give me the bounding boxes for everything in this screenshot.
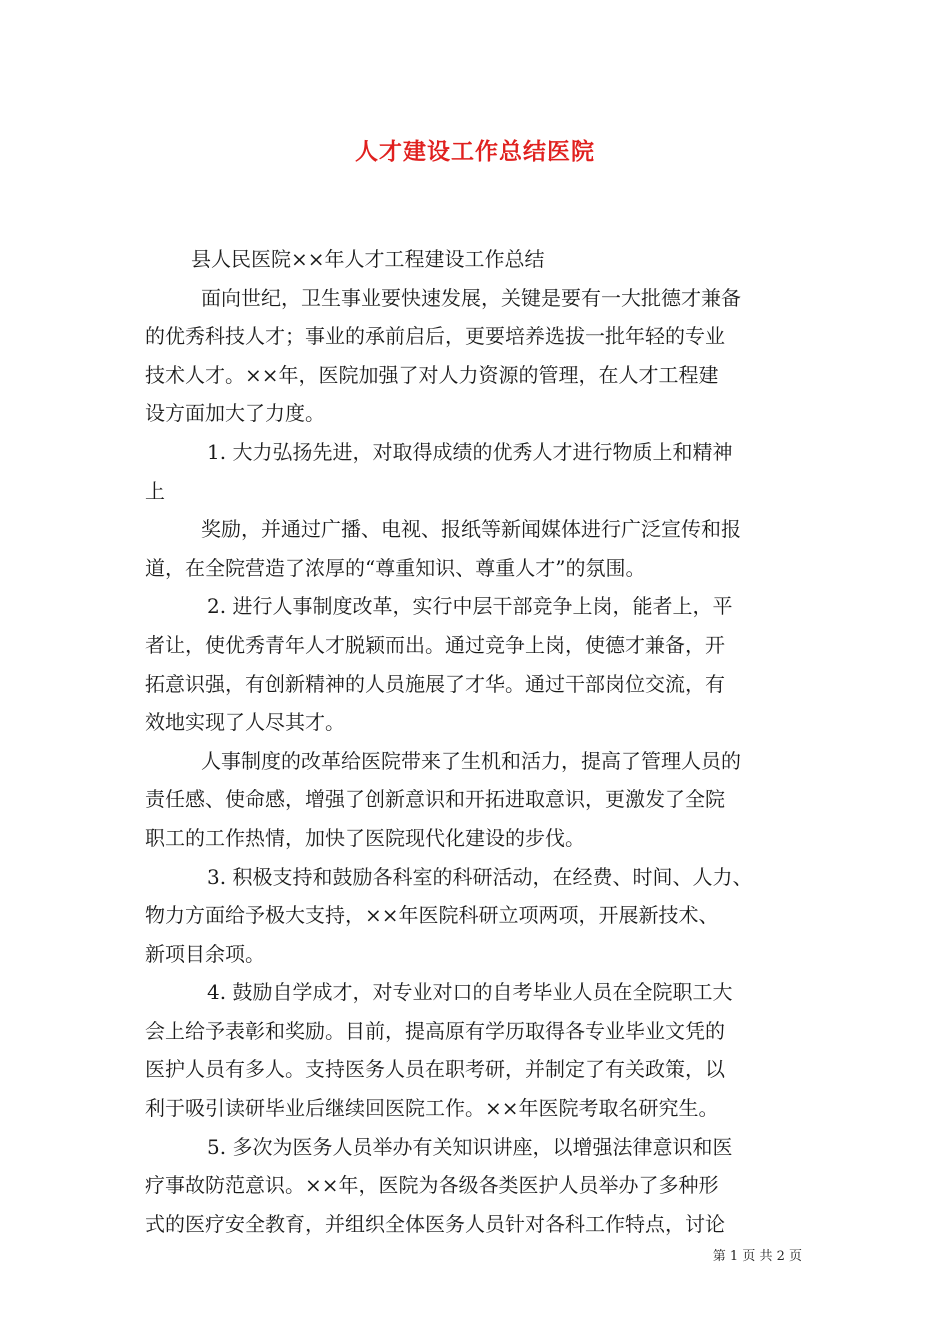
text-line: 物力方面给予极大支持，××年医院科研立项两项，开展新技术、	[145, 903, 719, 928]
document-title: 人才建设工作总结医院	[355, 138, 595, 165]
text-line: 利于吸引读研毕业后继续回医院工作。××年医院考取名研究生。	[145, 1096, 719, 1121]
text-line: 责任感、使命感，增强了创新意识和开拓进取意识，更激发了全院	[145, 787, 725, 812]
text-line: 医护人员有多人。支持医务人员在职考研，并制定了有关政策，以	[145, 1057, 725, 1082]
text-line: 4. 鼓励自学成才，对专业对口的自考毕业人员在全院职工大	[207, 980, 733, 1005]
text-line: 县人民医院××年人才工程建设工作总结	[191, 247, 545, 271]
text-line: 效地实现了人尽其才。	[145, 710, 345, 735]
text-line: 1. 大力弘扬先进，对取得成绩的优秀人才进行物质上和精神	[207, 439, 733, 464]
text-line: 面向世纪，卫生事业要快速发展，关键是要有一大批德才兼备	[201, 285, 741, 310]
text-line: 疗事故防范意识。××年，医院为各级各类医护人员举办了多种形	[145, 1173, 719, 1198]
text-line: 3. 积极支持和鼓励各科室的科研活动，在经费、时间、人力、	[207, 864, 753, 889]
text-line: 拓意识强，有创新精神的人员施展了才华。通过干部岗位交流，有	[145, 671, 725, 696]
text-line: 新项目余项。	[145, 941, 265, 966]
text-line: 2. 进行人事制度改革，实行中层干部竞争上岗，能者上，平	[207, 594, 733, 619]
text-line: 5. 多次为医务人员举办有关知识讲座，以增强法律意识和医	[207, 1134, 733, 1159]
text-line: 会上给予表彰和奖励。目前，提高原有学历取得各专业毕业文凭的	[145, 1018, 725, 1043]
text-line: 设方面加大了力度。	[145, 401, 325, 426]
text-line: 奖励，并通过广播、电视、报纸等新闻媒体进行广泛宣传和报	[201, 517, 741, 542]
text-line: 道，在全院营造了浓厚的“尊重知识、尊重人才”的氛围。	[145, 555, 646, 580]
text-line: 的优秀科技人才；事业的承前启后，更要培养选拔一批年轻的专业	[145, 324, 725, 349]
page-number-footer: 第 1 页 共 2 页	[712, 1249, 802, 1264]
text-line: 技术人才。××年，医院加强了对人力资源的管理，在人才工程建	[145, 362, 719, 387]
document-body	[145, 240, 813, 1243]
text-line: 者让，使优秀青年人才脱颖而出。通过竞争上岗，使德才兼备，开	[145, 632, 725, 657]
text-line: 人事制度的改革给医院带来了生机和活力，提高了管理人员的	[201, 748, 741, 773]
text-line: 上	[145, 478, 165, 503]
text-line: 职工的工作热情，加快了医院现代化建设的步伐。	[145, 825, 585, 850]
text-line: 式的医疗安全教育，并组织全体医务人员针对各科工作特点，讨论	[145, 1211, 725, 1236]
